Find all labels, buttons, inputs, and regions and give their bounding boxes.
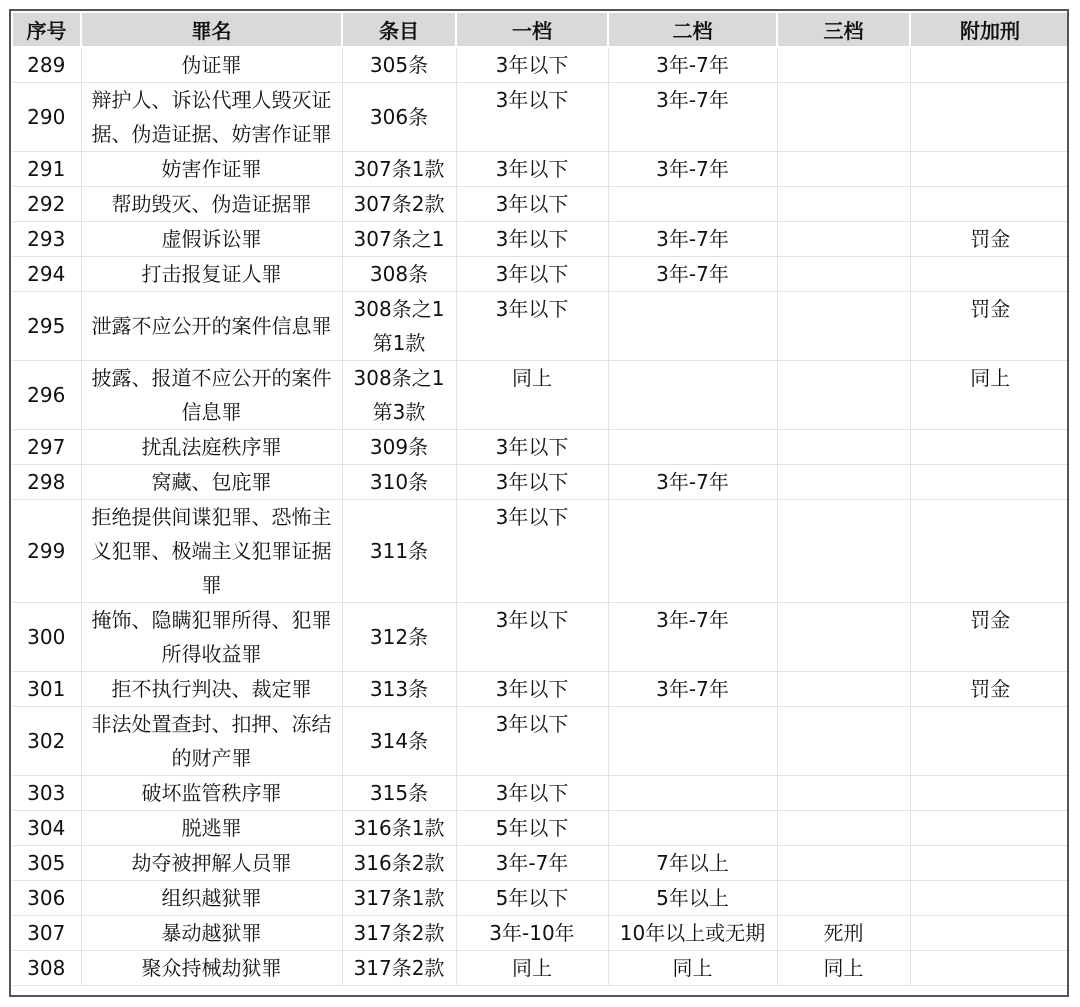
row-no: 294 xyxy=(12,257,81,292)
row-article: 315条 xyxy=(342,776,456,811)
table-row xyxy=(12,47,1070,83)
row-tier3 xyxy=(777,152,910,187)
row-article: 317条2款 xyxy=(342,951,456,986)
row-tier1: 3年以下 xyxy=(456,83,608,152)
row-article: 317条1款 xyxy=(342,881,456,916)
row-tier2: 3年-7年 xyxy=(608,465,777,500)
table-row xyxy=(12,361,1070,430)
row-name: 帮助毁灭、伪造证据罪 xyxy=(81,187,342,222)
row-tier1: 3年以下 xyxy=(456,603,608,672)
header-tier3: 三档 xyxy=(777,12,910,47)
row-tier3 xyxy=(777,361,910,430)
table-row xyxy=(12,603,1070,672)
row-tier2: 10年以上或无期 xyxy=(608,916,777,951)
row-no: 308 xyxy=(12,951,81,986)
row-no: 290 xyxy=(12,83,81,152)
table-row xyxy=(12,672,1070,707)
row-tier3 xyxy=(777,83,910,152)
row-no: 307 xyxy=(12,916,81,951)
row-tier1: 同上 xyxy=(456,361,608,430)
row-tier2: 3年-7年 xyxy=(608,83,777,152)
row-tier3 xyxy=(777,672,910,707)
row-tier2: 3年-7年 xyxy=(608,222,777,257)
row-name: 非法处置查封、扣押、冻结的财产罪 xyxy=(81,707,342,776)
row-tier1: 3年以下 xyxy=(456,465,608,500)
row-tier1: 3年以下 xyxy=(456,257,608,292)
row-tier2 xyxy=(608,361,777,430)
row-extra xyxy=(910,951,1070,986)
row-extra xyxy=(910,916,1070,951)
row-tier2: 3年-7年 xyxy=(608,672,777,707)
row-tier2 xyxy=(608,187,777,222)
row-article: 316条2款 xyxy=(342,846,456,881)
row-name: 组织越狱罪 xyxy=(81,881,342,916)
table-row xyxy=(12,500,1070,603)
row-tier1: 3年以下 xyxy=(456,222,608,257)
row-extra xyxy=(910,776,1070,811)
table-row xyxy=(12,811,1070,846)
row-no: 296 xyxy=(12,361,81,430)
row-tier1: 3年以下 xyxy=(456,776,608,811)
row-article: 307条之1 xyxy=(342,222,456,257)
row-tier3 xyxy=(777,707,910,776)
row-article: 317条2款 xyxy=(342,916,456,951)
row-tier1: 3年以下 xyxy=(456,707,608,776)
row-extra xyxy=(910,707,1070,776)
row-extra xyxy=(910,811,1070,846)
row-tier3 xyxy=(777,881,910,916)
row-article: 313条 xyxy=(342,672,456,707)
row-name: 劫夺被押解人员罪 xyxy=(81,846,342,881)
row-tier2 xyxy=(608,707,777,776)
row-extra: 罚金 xyxy=(910,672,1070,707)
table-row xyxy=(12,187,1070,222)
row-extra xyxy=(910,152,1070,187)
header-tier2: 二档 xyxy=(608,12,777,47)
table-row xyxy=(12,881,1070,916)
row-extra: 罚金 xyxy=(910,222,1070,257)
row-tier3 xyxy=(777,47,910,83)
row-tier1: 3年以下 xyxy=(456,152,608,187)
header-no: 序号 xyxy=(12,12,81,47)
row-tier1: 3年以下 xyxy=(456,292,608,361)
row-tier3 xyxy=(777,430,910,465)
row-extra xyxy=(910,465,1070,500)
crime-penalty-table xyxy=(11,11,1071,986)
row-tier3: 死刑 xyxy=(777,916,910,951)
row-name: 伪证罪 xyxy=(81,47,342,83)
row-tier1: 3年以下 xyxy=(456,47,608,83)
row-no: 292 xyxy=(12,187,81,222)
row-no: 299 xyxy=(12,500,81,603)
table-body xyxy=(12,47,1070,986)
row-tier2 xyxy=(608,292,777,361)
header-article: 条目 xyxy=(342,12,456,47)
row-tier1: 3年-10年 xyxy=(456,916,608,951)
row-tier3 xyxy=(777,465,910,500)
row-extra xyxy=(910,846,1070,881)
row-extra xyxy=(910,430,1070,465)
table-row xyxy=(12,707,1070,776)
row-name: 拒不执行判决、裁定罪 xyxy=(81,672,342,707)
row-tier1: 同上 xyxy=(456,951,608,986)
row-article: 308条 xyxy=(342,257,456,292)
row-extra xyxy=(910,47,1070,83)
table-row xyxy=(12,292,1070,361)
row-extra xyxy=(910,187,1070,222)
row-article: 311条 xyxy=(342,500,456,603)
table-row xyxy=(12,846,1070,881)
row-no: 305 xyxy=(12,846,81,881)
row-tier3 xyxy=(777,187,910,222)
row-tier1: 5年以下 xyxy=(456,811,608,846)
row-tier2 xyxy=(608,776,777,811)
row-tier2: 同上 xyxy=(608,951,777,986)
table-row xyxy=(12,83,1070,152)
row-tier2: 7年以上 xyxy=(608,846,777,881)
row-no: 295 xyxy=(12,292,81,361)
row-tier3: 同上 xyxy=(777,951,910,986)
row-tier2 xyxy=(608,811,777,846)
table-row xyxy=(12,152,1070,187)
row-tier2: 3年-7年 xyxy=(608,152,777,187)
row-name: 掩饰、隐瞒犯罪所得、犯罪所得收益罪 xyxy=(81,603,342,672)
row-name: 打击报复证人罪 xyxy=(81,257,342,292)
row-article: 310条 xyxy=(342,465,456,500)
row-name: 妨害作证罪 xyxy=(81,152,342,187)
row-no: 304 xyxy=(12,811,81,846)
row-tier2: 3年-7年 xyxy=(608,257,777,292)
row-no: 291 xyxy=(12,152,81,187)
row-extra xyxy=(910,257,1070,292)
row-no: 301 xyxy=(12,672,81,707)
row-extra: 罚金 xyxy=(910,292,1070,361)
row-tier2: 3年-7年 xyxy=(608,47,777,83)
row-no: 300 xyxy=(12,603,81,672)
row-tier1: 3年以下 xyxy=(456,672,608,707)
row-article: 312条 xyxy=(342,603,456,672)
row-article: 314条 xyxy=(342,707,456,776)
row-tier3 xyxy=(777,811,910,846)
header-tier1: 一档 xyxy=(456,12,608,47)
row-tier2: 3年-7年 xyxy=(608,603,777,672)
row-no: 293 xyxy=(12,222,81,257)
row-tier3 xyxy=(777,603,910,672)
row-article: 308条之1第1款 xyxy=(342,292,456,361)
row-no: 298 xyxy=(12,465,81,500)
row-tier2 xyxy=(608,500,777,603)
row-article: 307条2款 xyxy=(342,187,456,222)
row-article: 308条之1第3款 xyxy=(342,361,456,430)
table-row xyxy=(12,951,1070,986)
table-row xyxy=(12,776,1070,811)
row-article: 316条1款 xyxy=(342,811,456,846)
row-tier1: 3年以下 xyxy=(456,500,608,603)
header-name: 罪名 xyxy=(81,12,342,47)
row-tier3 xyxy=(777,846,910,881)
row-name: 窝藏、包庇罪 xyxy=(81,465,342,500)
crime-table-container xyxy=(11,11,1069,986)
row-tier1: 3年以下 xyxy=(456,187,608,222)
row-tier3 xyxy=(777,776,910,811)
row-no: 289 xyxy=(12,47,81,83)
table-row xyxy=(12,430,1070,465)
row-name: 虚假诉讼罪 xyxy=(81,222,342,257)
row-tier2: 5年以上 xyxy=(608,881,777,916)
row-name: 脱逃罪 xyxy=(81,811,342,846)
row-extra: 同上 xyxy=(910,361,1070,430)
row-name: 扰乱法庭秩序罪 xyxy=(81,430,342,465)
row-tier2 xyxy=(608,430,777,465)
row-article: 307条1款 xyxy=(342,152,456,187)
row-extra: 罚金 xyxy=(910,603,1070,672)
row-name: 泄露不应公开的案件信息罪 xyxy=(81,292,342,361)
row-tier3 xyxy=(777,257,910,292)
row-tier3 xyxy=(777,222,910,257)
row-name: 聚众持械劫狱罪 xyxy=(81,951,342,986)
row-tier3 xyxy=(777,292,910,361)
row-article: 306条 xyxy=(342,83,456,152)
table-row xyxy=(12,465,1070,500)
row-extra xyxy=(910,881,1070,916)
row-extra xyxy=(910,83,1070,152)
row-article: 309条 xyxy=(342,430,456,465)
row-extra xyxy=(910,500,1070,603)
header-row xyxy=(12,12,1070,47)
table-row xyxy=(12,222,1070,257)
row-name: 暴动越狱罪 xyxy=(81,916,342,951)
row-no: 303 xyxy=(12,776,81,811)
row-tier1: 5年以下 xyxy=(456,881,608,916)
header-extra: 附加刑 xyxy=(910,12,1070,47)
row-name: 披露、报道不应公开的案件信息罪 xyxy=(81,361,342,430)
row-tier1: 3年以下 xyxy=(456,430,608,465)
row-no: 302 xyxy=(12,707,81,776)
row-name: 破坏监管秩序罪 xyxy=(81,776,342,811)
row-name: 拒绝提供间谍犯罪、恐怖主义犯罪、极端主义犯罪证据罪 xyxy=(81,500,342,603)
row-no: 306 xyxy=(12,881,81,916)
row-tier3 xyxy=(777,500,910,603)
row-tier1: 3年-7年 xyxy=(456,846,608,881)
table-row xyxy=(12,257,1070,292)
row-no: 297 xyxy=(12,430,81,465)
row-name: 辩护人、诉讼代理人毁灭证据、伪造证据、妨害作证罪 xyxy=(81,83,342,152)
row-article: 305条 xyxy=(342,47,456,83)
table-row xyxy=(12,916,1070,951)
